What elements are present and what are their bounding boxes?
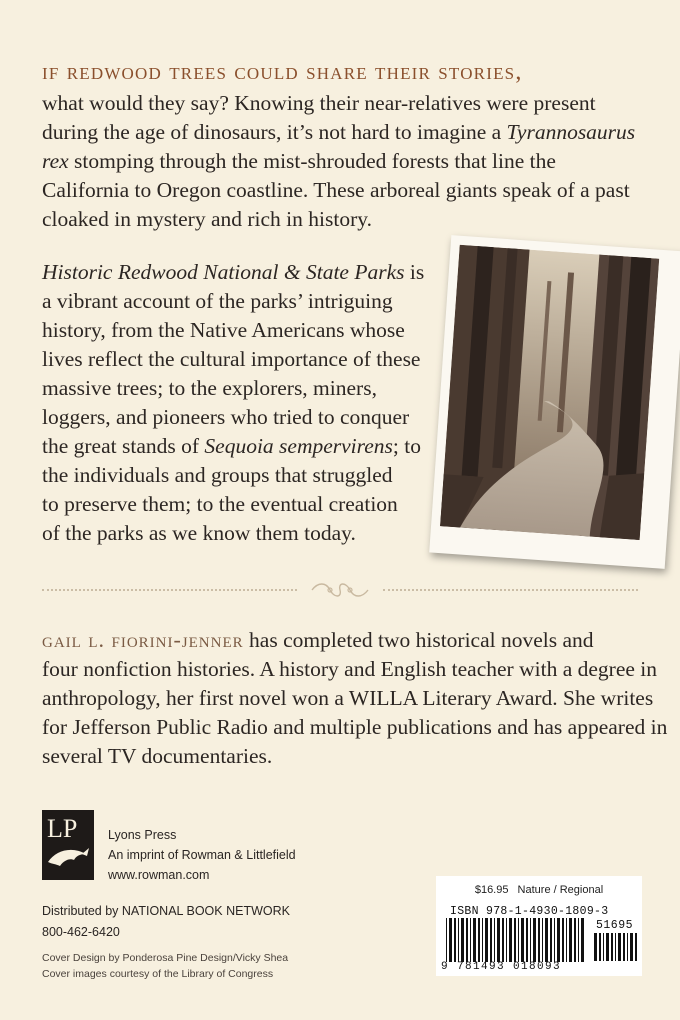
barcode-bar <box>521 918 524 962</box>
trex-italic-rex: rex <box>42 149 69 173</box>
barcode-bar <box>574 918 576 962</box>
price-category-line <box>436 884 642 896</box>
desc-line: massive trees; to the explorers, miners, <box>42 376 377 400</box>
distributor: Distributed by NATIONAL BOOK NETWORK <box>42 904 290 918</box>
barcode-bar <box>554 918 555 962</box>
ean-digits: 9 781493 018093 <box>441 961 562 973</box>
barcode-bar <box>466 918 468 962</box>
barcode-bar <box>545 918 548 962</box>
trex-italic: Tyrannosaurus <box>506 120 636 144</box>
desc-text: ; to <box>392 434 421 458</box>
author-line: for Jefferson Public Radio and multiple publications and has appeared in <box>42 715 668 739</box>
price: $16.95 <box>474 884 509 896</box>
forest-road-image <box>440 245 659 540</box>
barcode-box <box>436 876 642 976</box>
barcode-bar <box>599 933 601 961</box>
barcode-bar <box>494 918 495 962</box>
barcode-bar <box>615 933 616 961</box>
barcode-bar <box>557 918 560 962</box>
barcode-bar <box>514 918 516 962</box>
lp-dolphin-icon <box>42 810 94 880</box>
divider-dots-right <box>383 589 638 591</box>
desc-text: the great stands of <box>42 434 205 458</box>
author-text: has completed two historical novels and <box>243 628 594 652</box>
barcode-bar <box>623 933 625 961</box>
desc-line: to preserve them; to the eventual creation <box>42 492 398 516</box>
intro-line: what would they say? Knowing their near-relatives were present <box>42 91 596 115</box>
barcode-bar <box>538 918 540 962</box>
barcode-bar <box>502 918 504 962</box>
species-italic: Sequoia sempervirens <box>204 434 393 458</box>
publisher-text <box>108 825 296 885</box>
barcode-bar <box>542 918 543 962</box>
barcode-bar <box>458 918 459 962</box>
barcode-bar <box>611 933 613 961</box>
logo-text: LP <box>47 814 78 843</box>
barcode-bar <box>461 918 464 962</box>
supplement-barcode <box>594 933 638 961</box>
design-credit: Cover Design by Ponderosa Pine Design/Vicky Shea <box>42 952 289 964</box>
category: Nature / Regional <box>517 884 604 896</box>
intro-line <box>42 118 652 147</box>
barcode-bar <box>530 918 531 962</box>
cover-credits <box>42 950 288 982</box>
barcode-bar <box>594 933 597 961</box>
publisher-name: Lyons Press <box>108 828 177 842</box>
barcode-bar <box>550 918 552 962</box>
lyons-press-logo <box>42 810 94 880</box>
book-title-italic: Historic Redwood National & State Parks <box>42 260 405 284</box>
barcode-bar <box>470 918 471 962</box>
intro-text: stomping through the mist-shrouded forests that line the <box>68 149 556 173</box>
desc-line: loggers, and pioneers who tried to conquer <box>42 405 410 429</box>
ornamental-divider <box>42 580 638 600</box>
barcode-bar <box>627 933 628 961</box>
barcode-bar <box>533 918 536 962</box>
barcode-bar <box>526 918 528 962</box>
author-line: anthropology, her first novel won a WILLA Literary Award. She writes <box>42 686 654 710</box>
author-line <box>42 625 652 655</box>
desc-line <box>42 432 432 461</box>
barcode-bar <box>603 933 604 961</box>
barcode-bar <box>635 933 637 961</box>
barcode-bar <box>518 918 519 962</box>
barcode-bar <box>606 933 609 961</box>
barcode-bar <box>454 918 456 962</box>
barcode-bar <box>497 918 500 962</box>
barcode-bar <box>449 918 452 962</box>
barcode-bar <box>569 918 572 962</box>
barcode-bar <box>506 918 507 962</box>
desc-line: history, from the Native Americans whose <box>42 318 405 342</box>
desc-line: the individuals and groups that struggled <box>42 463 393 487</box>
distribution-info <box>42 901 290 943</box>
publisher-url[interactable]: www.rowman.com <box>108 868 210 882</box>
flourish-icon <box>308 580 372 600</box>
barcode-bar <box>566 918 567 962</box>
barcode-bar <box>490 918 492 962</box>
description-paragraph <box>42 258 432 548</box>
barcode-bar <box>630 933 633 961</box>
author-line: four nonfiction histories. A history and English teacher with a degree in <box>42 657 657 681</box>
desc-line: of the parks as we know them today. <box>42 521 356 545</box>
barcode-bar <box>482 918 483 962</box>
ean-barcode <box>446 918 586 962</box>
barcode-bar <box>446 918 447 962</box>
barcode-bar <box>581 918 584 962</box>
intro-paragraph <box>42 89 652 234</box>
isbn-text: ISBN 978-1-4930-1809-3 <box>450 905 609 918</box>
divider-dots-left <box>42 589 297 591</box>
barcode-bar <box>478 918 480 962</box>
image-credit: Cover images courtesy of the Library of Congress <box>42 968 274 980</box>
desc-line: lives reflect the cultural importance of these <box>42 347 421 371</box>
intro-line: cloaked in mystery and rich in history. <box>42 207 372 231</box>
barcode-bar <box>578 918 579 962</box>
distributor-phone: 800-462-6420 <box>42 925 120 939</box>
desc-text: is <box>404 260 425 284</box>
desc-line <box>42 258 432 287</box>
intro-text: during the age of dinosaurs, it’s not hard to imagine a <box>42 120 507 144</box>
desc-line: a vibrant account of the parks’ intriguing <box>42 289 393 313</box>
publisher-imprint: An imprint of Rowman & Littlefield <box>108 848 296 862</box>
barcode-bar <box>509 918 512 962</box>
redwood-road-photo <box>429 235 680 569</box>
intro-line: California to Oregon coastline. These arboreal giants speak of a past <box>42 178 630 202</box>
author-name: gail l. fiorini-jenner <box>42 627 244 652</box>
supplement-code: 51695 <box>596 919 634 932</box>
intro-line <box>42 147 652 176</box>
barcode-bar <box>485 918 488 962</box>
barcode-bar <box>562 918 564 962</box>
barcode-bar <box>618 933 621 961</box>
headline: if redwood trees could share their stories, <box>42 59 523 85</box>
author-bio <box>42 625 668 771</box>
barcode-bar <box>473 918 476 962</box>
author-line: several TV documentaries. <box>42 744 273 768</box>
